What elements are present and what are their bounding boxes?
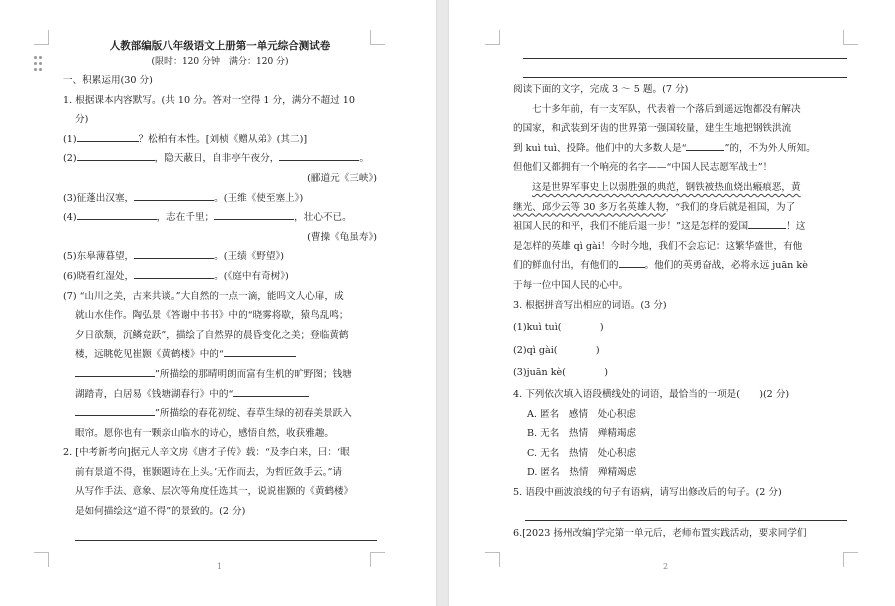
recite-line-7-cont: 夕日欲颓，沉鳞竞跃”，描绘了自然界的晨昏变化之美；登临黄鹤 — [75, 329, 349, 341]
question-3-stem: 3. 根据拼音写出相应的词语。(3 分) — [513, 299, 667, 311]
section-heading: 一、积累运用(30 分) — [63, 75, 153, 86]
question-1-stem-cont: 分) — [75, 114, 89, 126]
answer-blank[interactable] — [77, 208, 157, 220]
answer-blank[interactable] — [134, 189, 214, 201]
passage-line: 继光、邱少云等 30 多万名英雄人物，“我们的身后就是祖国，为了 — [513, 201, 796, 213]
answer-line[interactable] — [75, 522, 377, 541]
passage-line: 是怎样的英雄 qì gài！今时今地，我们不会忘记：这繁华盛世，有他 — [513, 240, 803, 252]
option-c[interactable]: C. 无名 热情 处心积虑 — [527, 447, 637, 459]
answer-blank[interactable] — [619, 256, 645, 268]
passage-line: 但他们又都拥有一个响亮的名字——“中国人民志愿军战士”！ — [513, 162, 773, 174]
passage-line: 们的鲜血付出，有他们的 。他们的英勇奋战，必将永远 juān kè — [513, 256, 847, 276]
answer-line[interactable] — [523, 59, 847, 78]
answer-line[interactable] — [525, 502, 847, 521]
answer-blank[interactable] — [214, 208, 294, 220]
question-6-stem: 6.[2023 扬州改编]学完第一单元后，老师布置实践活动，要求同学们 — [513, 528, 807, 540]
crop-mark — [370, 552, 385, 567]
answer-blank[interactable] — [134, 267, 214, 279]
passage-line: 这是世界军事史上以弱胜强的典范，钢铁被热血烧出瘢痕恶，黄 — [532, 181, 801, 193]
question-2-cont: 是如何描绘这“道不得”的景致的。(2 分) — [75, 506, 246, 518]
drag-handle-icon[interactable] — [34, 56, 44, 76]
answer-blank[interactable] — [77, 130, 139, 142]
answer-blank[interactable] — [134, 247, 214, 259]
question-2-cont: 从写作手法、意象、层次等角度任选其一，说说崔颢的《黄鹤楼》 — [75, 486, 354, 498]
page-1 — [0, 0, 436, 606]
recite-line-2: (2) ，隐天蔽日，自非亭午夜分， 。 — [63, 149, 377, 169]
question-1-stem: 1. 根据课本内容默写。(共 10 分。答对一空得 1 分，满分不超过 10 — [63, 94, 355, 106]
recite-line-7-cont: 就山水佳作。陶弘景《答谢中书书》中的“晓雾将歇，猿鸟乱鸣； — [75, 310, 349, 322]
page-1-content — [63, 38, 377, 541]
reading-intro: 阅读下面的文字，完成 3 ～ 5 题。(7 分) — [513, 84, 689, 95]
question-5-stem: 5. 语段中画波浪线的句子有语病，请写出修改后的句子。(2 分) — [513, 486, 782, 498]
answer-blank[interactable] — [224, 345, 296, 357]
recite-line-5: (5)东皋薄暮望， 。(王绩《野望》) — [63, 247, 377, 267]
source-citation: (郦道元《三峡》) — [307, 172, 377, 184]
document-title: 人教部编版八年级语文上册第一单元综合测试卷 — [109, 40, 331, 52]
passage-line: 到 kuì tuì、投降。他们中的大多数人是“ ”的，不为外人所知。 — [513, 139, 847, 159]
crop-mark — [485, 552, 500, 567]
passage-line: 于每一位中国人民的心中。 — [513, 279, 629, 291]
answer-blank[interactable] — [233, 385, 309, 397]
crop-mark — [34, 30, 49, 45]
option-a[interactable]: A. 匿名 感情 处心积虑 — [527, 408, 636, 420]
pinyin-item: (3)juān kè( ) — [513, 367, 609, 379]
page-number: 1 — [217, 562, 223, 571]
recite-line-6: (6)晓看红湿处， 。(《庭中有奇树》) — [63, 267, 377, 287]
passage-line: 七十多年前，有一支军队，代表着一个落后到遥远饱都没有解决 — [532, 103, 801, 115]
recite-line-4: (4) ，志在千里； ，壮心不已。 — [63, 208, 377, 228]
recite-line-7-cont: 楼，远眺乾见崔颢《黄鹤楼》中的“ — [63, 345, 377, 365]
crop-mark — [843, 552, 858, 567]
recite-line-3: (3)征蓬出汉塞， 。(王维《使至塞上》) — [63, 189, 377, 209]
pinyin-item: (2)qì gài( ) — [513, 344, 600, 356]
recite-line-7: (7) “山川之美，古来共谈。”大自然的一点一滴，能吗文人心扉，成 — [63, 290, 344, 302]
crop-mark — [485, 30, 500, 45]
page-2-content — [513, 40, 847, 544]
crop-mark — [34, 552, 49, 567]
answer-blank[interactable] — [75, 404, 155, 416]
recite-line-7-cont: 眼帘。愿你也有一颗亲山临水的诗心，感悟自然，收获雅趣。 — [75, 427, 335, 439]
answer-blank[interactable] — [279, 149, 359, 161]
question-4-stem: 4. 下列依次填入语段横线处的词语，最恰当的一项是( )(2 分) — [513, 388, 790, 400]
passage-line: 的国家，和武装到牙齿的世界第一强国较量，建生生地把钢铁洪流 — [513, 123, 792, 135]
document-subtitle: (限时：120 分钟 满分：120 分) — [151, 57, 289, 67]
answer-blank[interactable] — [75, 365, 155, 377]
recite-line-1: (1) ？松柏有本性。[刘桢《赠从弟》(其二)] — [63, 130, 377, 150]
recite-line-7-cont: ”所描绘的那晴明朗而富有生机的旷野图；钱塘 — [63, 365, 377, 385]
answer-blank[interactable] — [748, 217, 786, 229]
option-d[interactable]: D. 匿名 热情 殚精竭虑 — [527, 467, 637, 479]
option-b[interactable]: B. 无名 热情 殚精竭虑 — [527, 428, 637, 440]
page-2 — [449, 0, 895, 606]
question-2-cont: 前有景道不得，崔颢题诗在上头。’无作而去，为哲匠敛手云。”请 — [75, 466, 342, 478]
recite-line-7-cont: ”所描绘的春花初绽、春草生绿的初春美景跃入 — [63, 404, 377, 424]
passage-line: 祖国人民的和平，我们不能后退一步！”这是怎样的爱国 ！这 — [513, 217, 847, 237]
pinyin-item: (1)kuì tuì( ) — [513, 322, 604, 334]
answer-line[interactable] — [523, 40, 847, 59]
answer-blank[interactable] — [686, 139, 724, 151]
question-2-stem: 2. [中考新考向]据元人辛文房《唐才子传》载：“及李白来，曰：‘眼 — [63, 447, 350, 459]
recite-line-7-cont: 湖踏青，白居易《钱塘湖春行》中的“ — [63, 385, 377, 405]
page-number: 2 — [663, 562, 669, 571]
answer-blank[interactable] — [77, 149, 155, 161]
source-citation: (曹操《龟虽寿》) — [307, 231, 377, 243]
